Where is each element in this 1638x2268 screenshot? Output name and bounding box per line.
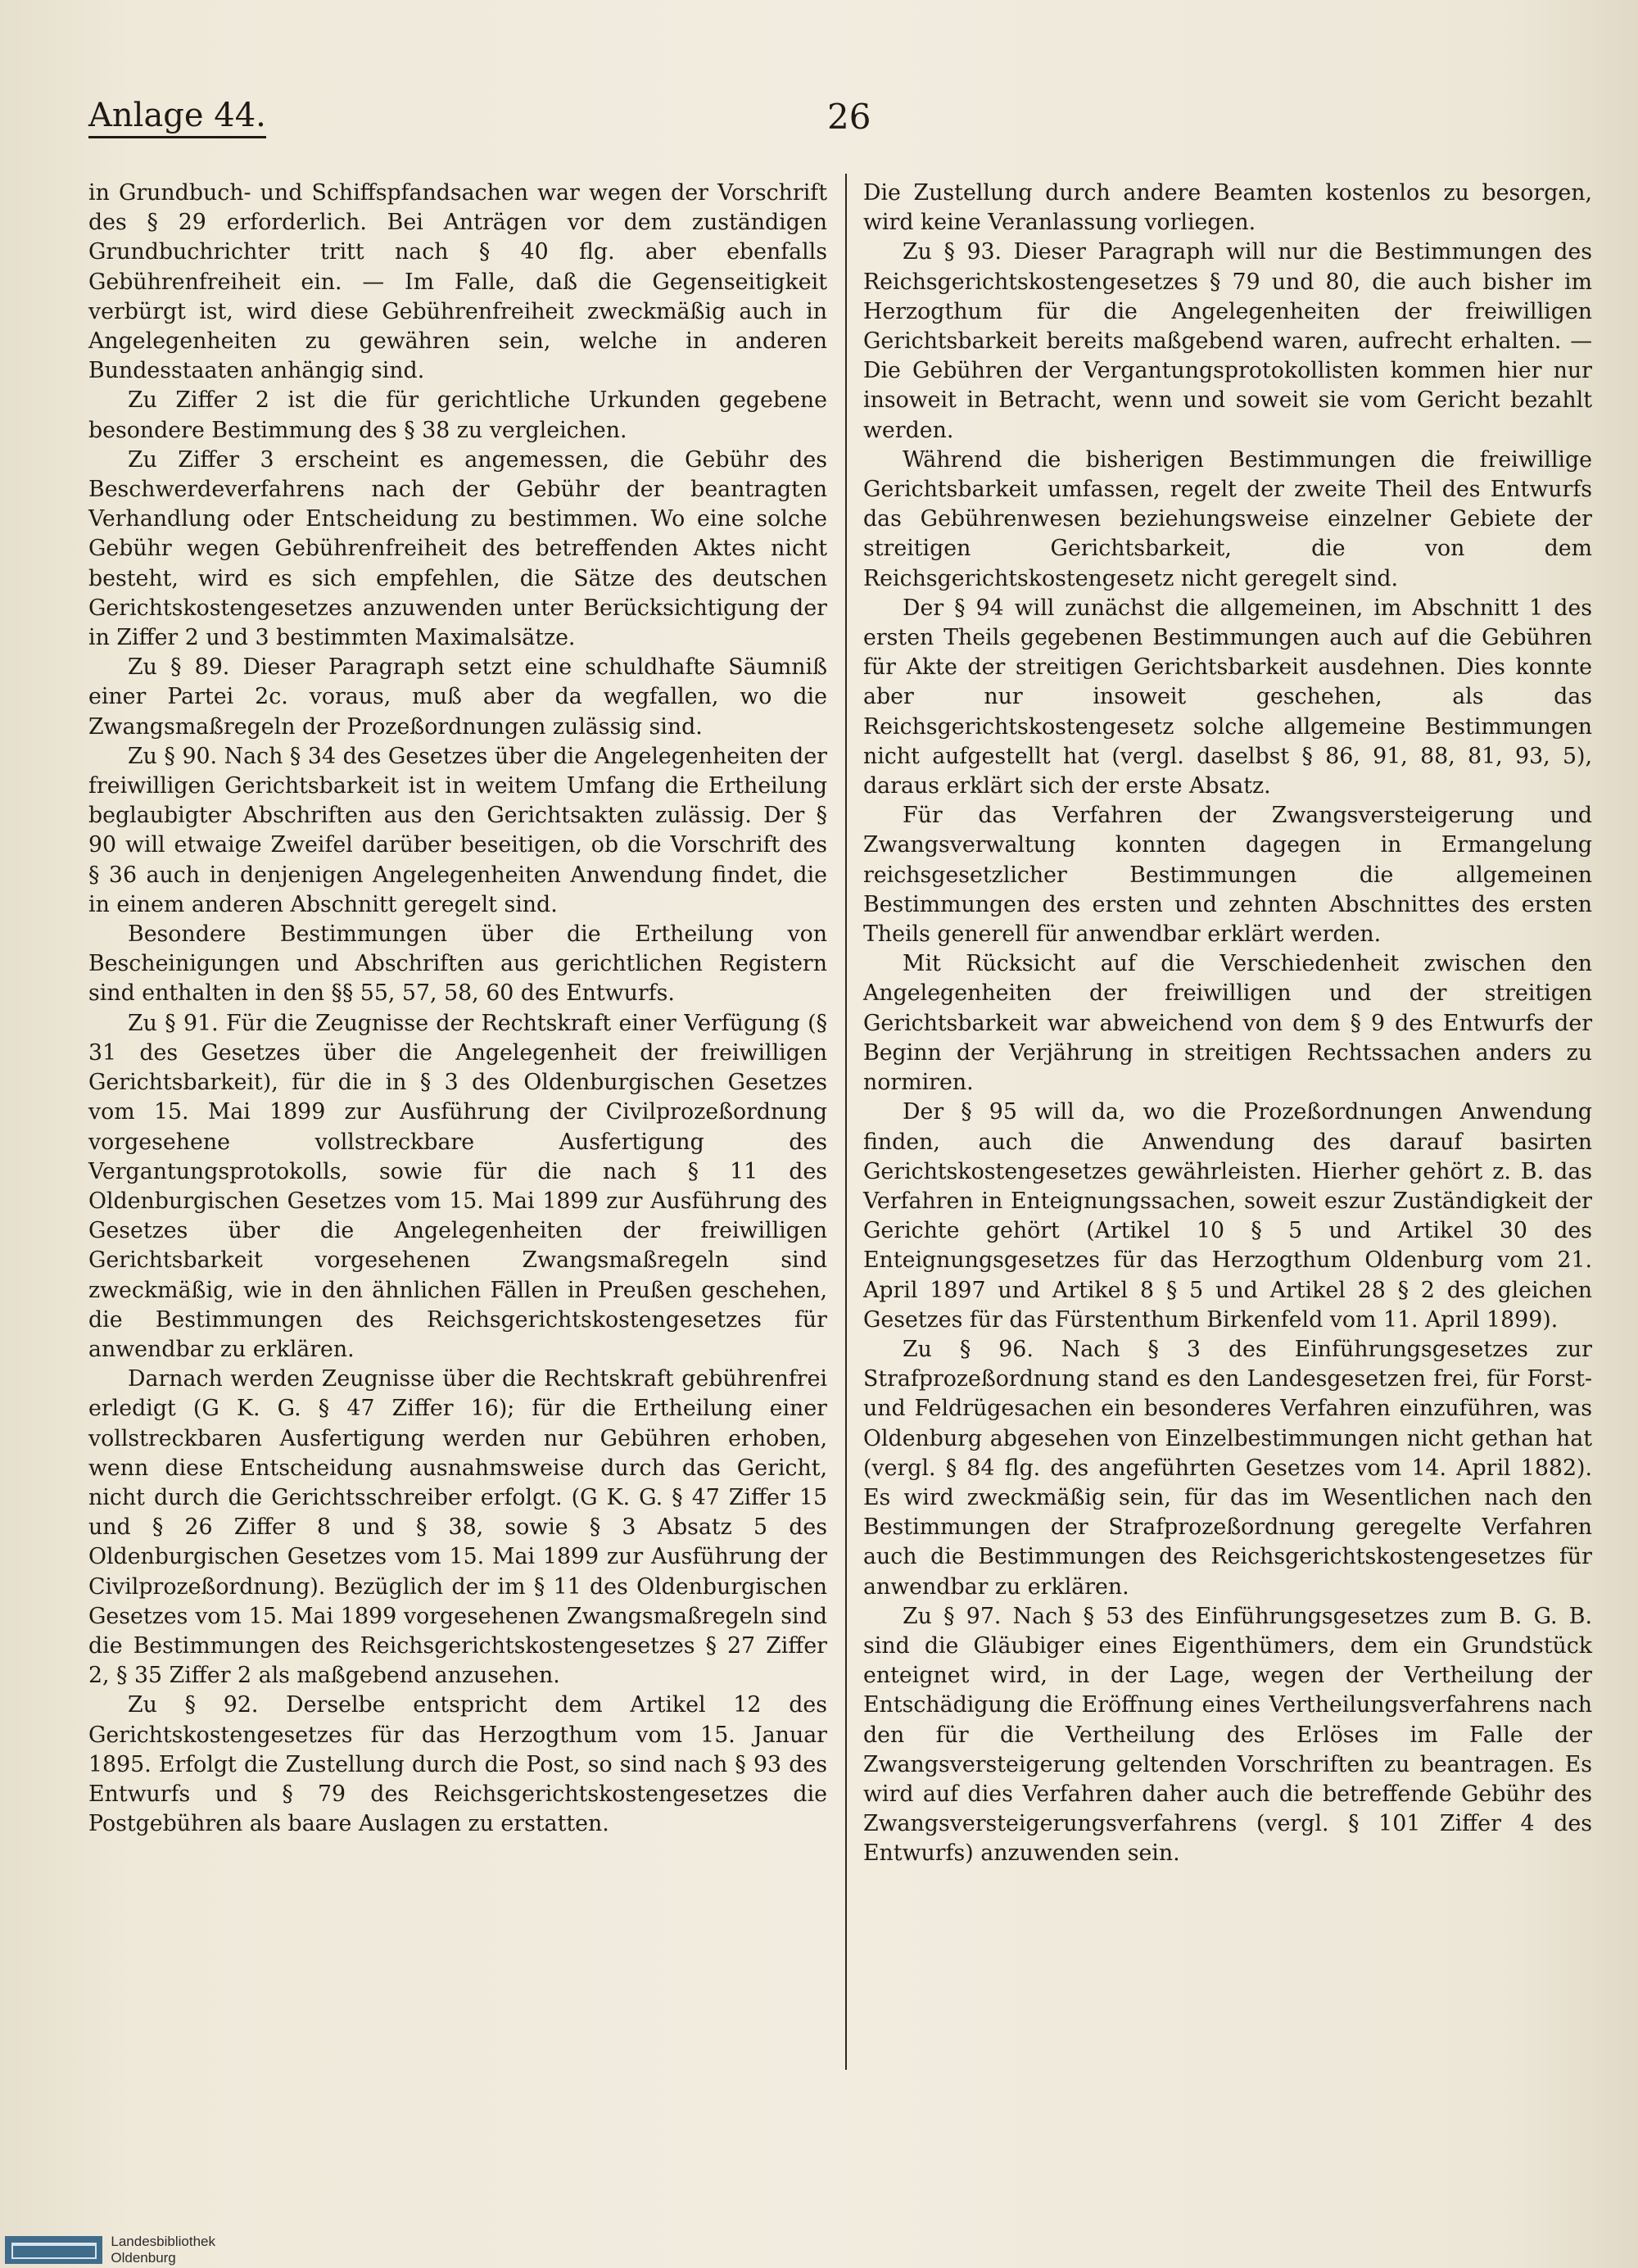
paragraph: Mit Rücksicht auf die Verschiedenheit zwischen den Angelegenheiten der freiwilligen und der streitigen Gerichtsbarkeit war abweichend von dem § 9 des Entwurfs der Beginn der Verjährung in streitigen Rechtssachen anders zu normiren. (863, 951, 1592, 1096)
page-number: 26 (827, 97, 871, 137)
paragraph: in Grundbuch- und Schiffspfandsachen war wegen der Vorschrift des § 29 erforderlich. Bei Anträgen vor dem zuständigen Grundbuchrichter tritt nach § 40 flg. aber ebenfalls Gebührenfreiheit ein. — Im Falle, daß die Gegenseitigkeit verbürgt ist, wird diese Gebührenfreiheit zweckmäßig auch in Angelegenheiten zu gewähren sein, welche in anderen Bundesstaaten anhängig sind. (88, 180, 827, 384)
annex-label: Anlage 44. (88, 97, 266, 138)
paragraph: Zu § 93. Dieser Paragraph will nur die Bestimmungen des Reichsgerichtskostengesetzes § 79 und 80, die auch bisher im Herzogthum für die Angelegenheiten der freiwilligen Gerichtsbarkeit bereits maßgebend waren, aufrecht erhalten. — Die Gebühren der Vergantungsprotokollisten kommen hier nur insoweit in Betracht, wenn und soweit sie vom Gericht bezahlt werden. (863, 239, 1592, 443)
library-building-icon (5, 2236, 102, 2264)
library-footer (5, 2236, 283, 2264)
paragraph: Zu § 90. Nach § 34 des Gesetzes über die Angelegenheiten der freiwilligen Gerichtsbarkeit ist in weitem Umfang die Ertheilung beglaubigter Abschriften aus den Gerichtsakten zulässig. Der § 90 will etwaige Zweifel darüber beseitigen, ob die Vorschrift des § 36 auch in denjenigen Angelegenheiten Anwendung findet, die in einem anderen Abschnitt geregelt sind. (88, 743, 827, 917)
column-divider (845, 174, 847, 2070)
paragraph: Zu Ziffer 3 erscheint es angemessen, die Gebühr des Beschwerdeverfahrens nach der Gebühr der beantragten Verhandlung oder Entscheidung zu bestimmen. Wo eine solche Gebühr wegen Gebührenfreiheit des betreffenden Aktes nicht besteht, wird es sich empfehlen, die Sätze des deutschen Gerichtskostengesetzes anzuwenden unter Berücksichtigung der in Ziffer 2 und 3 bestimmten Maximalsätze. (88, 446, 827, 651)
paragraph: Zu § 89. Dieser Paragraph setzt eine schuldhafte Säumniß einer Partei 2c. voraus, muß aber da wegfallen, wo die Zwangsmaßregeln der Prozeßordnungen zulässig sind. (88, 654, 827, 740)
library-name: Landesbibliothek Oldenburg (111, 2234, 215, 2266)
paragraph: Zu Ziffer 2 ist die für gerichtliche Urkunden gegebene besondere Bestimmung des § 38 zu vergleichen. (88, 387, 827, 443)
right-text-column (863, 179, 1592, 1869)
paragraph: Zu § 92. Derselbe entspricht dem Artikel 12 des Gerichtskostengesetzes für das Herzogthum vom 15. Januar 1895. Erfolgt die Zustellung durch die Post, so sind nach § 93 des Entwurfs und § 79 des Reichsgerichtskostengesetzes die Postgebühren als baare Auslagen zu erstatten. (88, 1692, 827, 1837)
paragraph: Zu § 96. Nach § 3 des Einführungsgesetzes zur Strafprozeßordnung stand es den Landesgesetzen frei, für Forst- und Feldrügesachen ein besonderes Verfahren einzuführen, was Oldenburg abgesehen von Einzelbestimmungen nicht gethan hat (vergl. § 84 flg. des angeführten Gesetzes vom 14. April 1882). Es wird zweckmäßig sein, für das im Wesentlichen nach den Bestimmungen der Strafprozeßordnung geregelte Verfahren auch die Bestimmungen des Reichsgerichtskostengesetzes für anwendbar zu erklären. (863, 1336, 1592, 1600)
left-text-column (88, 179, 827, 1839)
page-header (0, 97, 1638, 146)
paragraph: Besondere Bestimmungen über die Ertheilung von Bescheinigungen und Abschriften aus gerichtlichen Registern sind enthalten in den §§ 55, 57, 58, 60 des Entwurfs. (88, 921, 827, 1007)
paragraph: Für das Verfahren der Zwangsversteigerung und Zwangsverwaltung konnten dagegen in Ermangelung reichsgesetzlicher Bestimmungen die allgemeinen Bestimmungen des ersten und zehnten Abschnittes des ersten Theils generell für anwendbar erklärt werden. (863, 803, 1592, 948)
paragraph: Der § 95 will da, wo die Prozeßordnungen Anwendung finden, auch die Anwendung des darauf basirten Gerichtskostengesetzes gewährleisten. Hierher gehört z. B. das Verfahren in Enteignungssachen, soweit eszur Zuständigkeit der Gerichte gehört (Artikel 10 § 5 und Artikel 30 des Enteignungsgesetzes für das Herzogthum Oldenburg vom 21. April 1897 und Artikel 8 § 5 und Artikel 28 § 2 des gleichen Gesetzes für das Fürstenthum Birkenfeld vom 11. April 1899). (863, 1099, 1592, 1333)
paragraph: Zu § 91. Für die Zeugnisse der Rechtskraft einer Verfügung (§ 31 des Gesetzes über die Angelegenheit der freiwilligen Gerichtsbarkeit), für die in § 3 des Oldenburgischen Gesetzes vom 15. Mai 1899 zur Ausführung der Civilprozeßordnung vorgesehene vollstreckbare Ausfertigung des Vergantungsprotokolls, sowie für die nach § 11 des Oldenburgischen Gesetzes vom 15. Mai 1899 zur Ausführung des Gesetzes über die Angelegenheiten der freiwilligen Gerichtsbarkeit vorgesehenen Zwangsmaßregeln sind zweckmäßig, wie in den ähnlichen Fällen in Preußen geschehen, die Bestimmungen des Reichsgerichtskostengesetzes für anwendbar zu erklären. (88, 1010, 827, 1362)
paragraph: Zu § 97. Nach § 53 des Einführungsgesetzes zum B. G. B. sind die Gläubiger eines Eigenthümers, dem ein Grundstück enteignet wird, in der Lage, wegen der Vertheilung der Entschädigung die Eröffnung eines Vertheilungsverfahrens nach den für die Vertheilung des Erlöses im Falle der Zwangsversteigerung geltenden Vorschriften zu beantragen. Es wird auf dies Verfahren daher auch die betreffende Gebühr des Zwangsversteigerungsverfahrens (vergl. § 101 Ziffer 4 des Entwurfs) anzuwenden sein. (863, 1603, 1592, 1867)
paragraph: Während die bisherigen Bestimmungen die freiwillige Gerichtsbarkeit umfassen, regelt der zweite Theil des Entwurfs das Gebührenwesen beziehungsweise einzelner Gebiete der streitigen Gerichtsbarkeit, die von dem Reichsgerichtskostengesetz nicht geregelt sind. (863, 446, 1592, 591)
paragraph: Die Zustellung durch andere Beamten kostenlos zu besorgen, wird keine Veranlassung vorliegen. (863, 180, 1592, 236)
paragraph: Darnach werden Zeugnisse über die Rechtskraft gebührenfrei erledigt (G K. G. § 47 Ziffer 16); für die Ertheilung einer vollstreckbaren Ausfertigung werden nur Gebühren erhoben, wenn diese Entscheidung ausnahmsweise durch das Gericht, nicht durch die Gerichtsschreiber erfolgt. (G K. G. § 47 Ziffer 15 und § 26 Ziffer 8 und § 38, sowie § 3 Absatz 5 des Oldenburgischen Gesetzes vom 15. Mai 1899 zur Ausführung der Civilprozeßordnung). Bezüglich der im § 11 des Oldenburgischen Gesetzes vom 15. Mai 1899 vorgesehenen Zwangsmaßregeln sind die Bestimmungen des Reichsgerichtskostengesetzes § 27 Ziffer 2, § 35 Ziffer 2 als maßgebend anzusehen. (88, 1366, 827, 1689)
paragraph: Der § 94 will zunächst die allgemeinen, im Abschnitt 1 des ersten Theils gegebenen Bestimmungen auch auf die Gebühren für Akte der streitigen Gerichtsbarkeit ausdehnen. Dies konnte aber nur insoweit geschehen, als das Reichsgerichtskostengesetz solche allgemeine Bestimmungen nicht aufgestellt hat (vergl. daselbst § 86, 91, 88, 81, 93, 5), daraus erklärt sich der erste Absatz. (863, 595, 1592, 799)
